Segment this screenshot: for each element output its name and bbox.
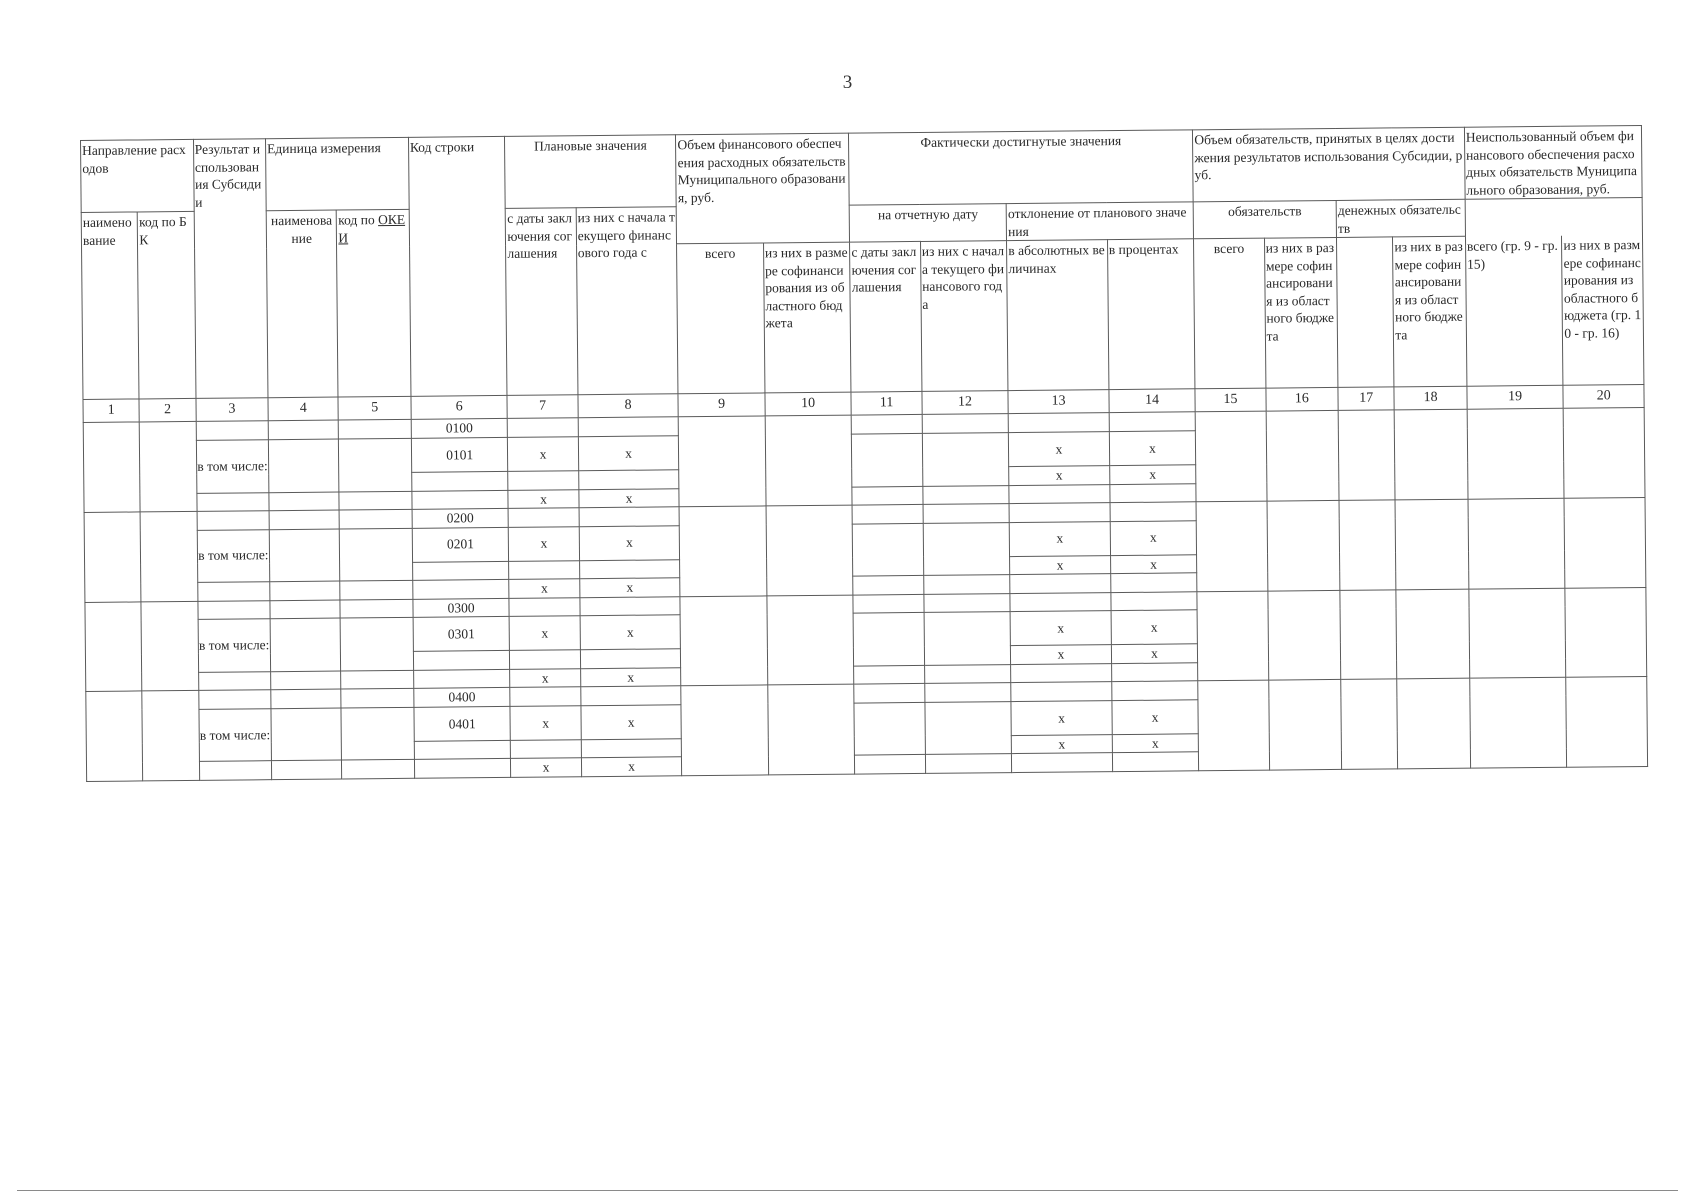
okei-cell (340, 599, 413, 618)
amount-cell (1339, 500, 1396, 590)
x-mark: x (1112, 700, 1199, 735)
report-date-header: на отчетную дату (849, 204, 1006, 243)
actual-cell (855, 755, 926, 774)
line-code-cell (413, 651, 510, 670)
bk-code-header: код по БК (138, 212, 196, 400)
actual-cell (923, 575, 1010, 594)
actual-cell (853, 613, 924, 666)
x-mark: x (509, 526, 580, 561)
amount-cell (1197, 591, 1268, 681)
line-code-cell: 0301 (413, 617, 510, 652)
amount-cell (1395, 410, 1468, 500)
actual-cell (925, 702, 1012, 755)
x-mark: x (1009, 432, 1110, 467)
okei-cell (339, 420, 412, 439)
actual-cell (1009, 503, 1110, 523)
financing-total-header: всего (677, 243, 765, 394)
actual-from-year-header: из них с начала текущего финансового года (920, 241, 1008, 392)
unit-name-cell (271, 671, 342, 690)
actual-cell (1009, 484, 1110, 504)
unit-name-cell (269, 529, 340, 582)
direction-header: Направление расходов (81, 139, 194, 212)
x-mark: x (581, 705, 682, 740)
column-number: 20 (1563, 385, 1644, 409)
planned-from-year-cell (581, 686, 682, 706)
unit-header: Единица измерения (266, 137, 409, 211)
x-mark: x (1011, 645, 1112, 665)
x-mark: x (578, 436, 679, 471)
actual-cell (922, 414, 1009, 433)
amount-cell (1564, 498, 1645, 588)
x-mark: x (580, 615, 681, 650)
unit-name-header: наименование (266, 210, 338, 398)
actual-cell (924, 593, 1011, 612)
bk-code-cell (141, 601, 198, 691)
including-label: в том числе: (197, 529, 270, 582)
planned-cell (578, 470, 679, 490)
actual-cell (853, 523, 924, 576)
unit-name-cell (270, 618, 341, 671)
x-mark: x (1110, 520, 1197, 555)
actual-cell (923, 504, 1010, 523)
x-mark: x (1110, 554, 1197, 573)
line-code-cell (412, 490, 509, 509)
planned-from-year-cell (579, 507, 680, 527)
line-code-cell (413, 580, 510, 599)
x-mark: x (511, 758, 582, 777)
column-number: 19 (1467, 386, 1564, 410)
line-code-cell (414, 759, 511, 778)
actual-cell (1111, 592, 1198, 611)
unit-name-cell (272, 760, 343, 779)
percent-header: в процентах (1107, 239, 1195, 390)
amount-cell (1566, 677, 1647, 767)
bk-code-cell (140, 512, 197, 602)
amount-cell (1198, 681, 1269, 771)
financing-cofin-cell (766, 505, 853, 595)
actual-cell (925, 754, 1012, 773)
column-number: 16 (1266, 388, 1339, 412)
line-code-cell (413, 669, 510, 688)
okei-header (337, 210, 411, 398)
actual-cell (924, 683, 1011, 702)
amount-cell (1338, 410, 1395, 500)
actual-cell (924, 664, 1011, 683)
planned-cell (580, 649, 681, 669)
actual-cell (923, 522, 1010, 575)
unit-name-cell (270, 600, 341, 619)
obligations-cofin-header: из них в размере софинансирования из областного бюджета (1264, 238, 1338, 389)
line-code-cell (412, 471, 509, 490)
line-code-cell: 0300 (413, 598, 510, 617)
amount-cell (1397, 679, 1470, 769)
okei-cell (340, 528, 413, 581)
abs-values-header: в абсолютных величинах (1007, 240, 1109, 391)
actual-cell (1109, 412, 1196, 431)
amount-cell (1395, 499, 1468, 589)
planned-from-year-cell (578, 417, 679, 437)
financing-total-cell (681, 685, 768, 775)
x-mark: x (580, 668, 681, 688)
actual-cell (1008, 413, 1109, 433)
amount-cell (1467, 409, 1564, 500)
result-cell (197, 511, 270, 530)
unused-header: Неиспользованный объем финансового обеспечения расходных обязательств Муниципального образования, руб. (1464, 126, 1642, 200)
unit-name-cell (269, 492, 340, 511)
financing-total-cell (679, 416, 766, 506)
unused-total-header: всего (гр. 9 - гр. 15) (1465, 236, 1563, 387)
obligations-total-header: всего (1194, 238, 1266, 389)
bk-code-cell (140, 422, 197, 512)
okei-label: ОКЕИ (338, 212, 406, 246)
result-cell (198, 672, 271, 691)
amount-cell (1468, 498, 1565, 589)
x-mark: x (1109, 431, 1196, 466)
unit-name-cell (271, 708, 342, 761)
financing-total-cell (679, 506, 766, 596)
bk-code-cell (142, 691, 199, 781)
actual-cell (1011, 663, 1112, 683)
amount-cell (1196, 501, 1267, 591)
column-number: 8 (578, 394, 679, 418)
financing-cofin-cell (768, 684, 855, 774)
amount-cell (1268, 680, 1341, 770)
x-mark: x (579, 525, 680, 560)
actual-cell (853, 576, 924, 595)
okei-cell (339, 491, 412, 510)
okei-cell (339, 438, 412, 491)
actual-cell (1010, 574, 1111, 594)
amount-cell (1469, 588, 1566, 679)
line-code-cell: 0200 (412, 509, 509, 528)
line-code-cell (412, 561, 509, 580)
actual-from-agreement-header: с даты заключения соглашения (850, 242, 922, 393)
x-mark: x (579, 488, 680, 508)
planned-from-agreement-header: с даты заключения соглашения (506, 208, 578, 396)
okei-cell (341, 689, 414, 708)
line-code-cell: 0201 (412, 527, 509, 562)
result-cell (197, 492, 270, 511)
planned-from-agreement-cell (510, 687, 581, 706)
unit-name-cell (269, 510, 340, 529)
actual-cell (852, 486, 923, 505)
result-cell (199, 761, 272, 780)
x-mark: x (510, 669, 581, 688)
planned-from-year-cell (580, 597, 681, 617)
deviation-header: отклонение от планового значения (1006, 202, 1193, 241)
x-mark: x (508, 489, 579, 508)
financing-cofin-header: из них в размере софинансирования из областного бюджета (763, 242, 851, 393)
x-mark: x (509, 616, 580, 651)
okei-cell (341, 707, 414, 760)
amount-cell (1268, 590, 1341, 680)
financing-total-cell (680, 596, 767, 686)
okei-cell (341, 670, 414, 689)
actual-cell (854, 684, 925, 703)
unused-cofin-header: из них в размере софинансирования из областного бюджета (гр. 10 - гр. 16) (1562, 235, 1644, 386)
x-mark: x (510, 706, 581, 741)
column-number: 5 (338, 397, 411, 421)
unit-name-cell (268, 439, 339, 492)
amount-cell (1267, 501, 1340, 591)
okei-prefix: код по (338, 212, 379, 228)
column-number: 13 (1008, 390, 1109, 414)
actual-cell (922, 433, 1009, 486)
result-cell (196, 421, 269, 440)
actual-cell (1112, 752, 1199, 771)
line-code-cell (414, 740, 511, 759)
result-cell (198, 600, 271, 619)
x-mark: x (580, 578, 681, 598)
direction-name-cell (84, 512, 141, 602)
x-mark: x (509, 579, 580, 598)
x-mark: x (1009, 466, 1110, 486)
financing-header: Объем финансового обеспечения расходных обязательств Муниципального образования, руб. (676, 133, 850, 244)
actual-header: Фактически достигнутые значения (849, 130, 1194, 205)
line-code-cell: 0100 (411, 419, 508, 438)
amount-cell (1195, 412, 1266, 502)
result-cell (198, 690, 271, 709)
x-mark: x (1011, 701, 1112, 736)
including-label: в том числе: (199, 709, 272, 762)
column-number: 10 (765, 392, 852, 416)
column-number: 1 (83, 399, 140, 423)
column-number: 15 (1195, 388, 1266, 412)
amount-cell (1266, 411, 1339, 501)
unit-name-cell (270, 581, 341, 600)
unit-name-cell (268, 420, 339, 439)
column-number: 17 (1338, 387, 1395, 411)
x-mark: x (1010, 555, 1111, 575)
amount-cell (1564, 408, 1645, 498)
column-number: 14 (1109, 389, 1196, 413)
page-number: 3 (842, 72, 853, 93)
okei-cell (340, 509, 413, 528)
actual-cell (1111, 663, 1198, 682)
including-label: в том числе: (198, 619, 271, 672)
planned-from-agreement-cell (508, 508, 579, 527)
okei-cell (342, 760, 415, 779)
planned-from-year-header: из них с начала текущего финансового года с (576, 207, 678, 395)
monetary-cofin-header: из них в размере софинансирования из областного бюджета (1393, 236, 1467, 387)
planned-from-agreement-cell (509, 597, 580, 616)
actual-cell (852, 505, 923, 524)
actual-cell (1112, 681, 1199, 700)
planned-cell (509, 560, 580, 579)
line-code-cell: 0101 (411, 437, 508, 472)
column-number: 2 (139, 399, 196, 423)
actual-cell (923, 485, 1010, 504)
amount-cell (1565, 587, 1646, 677)
actual-cell (924, 612, 1011, 665)
line-code-header: Код строки (408, 136, 507, 396)
direction-name-cell (83, 422, 140, 512)
actual-cell (1110, 483, 1197, 502)
column-number: 4 (268, 397, 339, 421)
actual-cell (1110, 573, 1197, 592)
amount-cell (1396, 589, 1469, 679)
actual-cell (853, 594, 924, 613)
planned-cell (508, 471, 579, 490)
amount-cell (1341, 679, 1398, 769)
result-header: Результат использования Субсидии (193, 139, 268, 399)
x-mark: x (1112, 734, 1199, 753)
direction-name-cell (86, 691, 143, 781)
name-header: наименование (81, 212, 139, 400)
column-number: 9 (678, 393, 765, 417)
x-mark: x (1111, 610, 1198, 645)
column-number: 6 (411, 396, 508, 420)
line-code-cell: 0400 (414, 688, 511, 707)
column-number: 7 (507, 395, 578, 419)
actual-cell (1011, 682, 1112, 702)
x-mark: x (1011, 735, 1112, 755)
actual-cell (1110, 502, 1197, 521)
actual-cell (852, 433, 923, 486)
direction-name-cell (85, 602, 142, 692)
x-mark: x (1009, 521, 1110, 556)
actual-cell (854, 665, 925, 684)
actual-cell (854, 702, 925, 755)
line-code-cell: 0401 (414, 706, 511, 741)
actual-cell (852, 415, 923, 434)
financing-cofin-cell (767, 595, 854, 685)
column-number: 18 (1394, 386, 1467, 410)
monetary-obligations-header: денежных обязательств (1336, 199, 1465, 237)
column-number: 12 (922, 391, 1009, 415)
x-mark: x (1111, 644, 1198, 663)
financing-cofin-cell (765, 416, 852, 506)
amount-cell (1470, 678, 1567, 769)
x-mark: x (581, 757, 682, 777)
obligations-volume-header: Объем обязательств, принятых в целях достижения результатов использования Субсидии, руб. (1193, 127, 1465, 202)
okei-cell (340, 581, 413, 600)
column-number: 11 (851, 392, 922, 416)
planned-from-agreement-cell (508, 418, 579, 437)
planned-cell (581, 739, 682, 759)
page-bottom-rule (17, 1190, 1678, 1191)
actual-cell (1010, 592, 1111, 612)
planned-cell (510, 650, 581, 669)
monetary-empty-header (1337, 237, 1395, 388)
result-cell (197, 582, 270, 601)
planned-header: Плановые значения (505, 135, 677, 209)
actual-cell (1012, 753, 1113, 773)
report-table-container (80, 125, 1648, 782)
column-number: 3 (196, 398, 269, 422)
planned-cell (579, 559, 680, 579)
x-mark: x (1010, 611, 1111, 646)
including-label: в том числе: (196, 440, 269, 493)
planned-cell (511, 740, 582, 759)
unit-name-cell (271, 689, 342, 708)
report-table (80, 125, 1648, 782)
x-mark: x (508, 437, 579, 472)
obligations-header: обязательств (1193, 201, 1336, 239)
unused-header-spacer (1465, 198, 1643, 237)
amount-cell (1340, 590, 1397, 680)
x-mark: x (1109, 465, 1196, 484)
okei-cell (341, 618, 414, 671)
